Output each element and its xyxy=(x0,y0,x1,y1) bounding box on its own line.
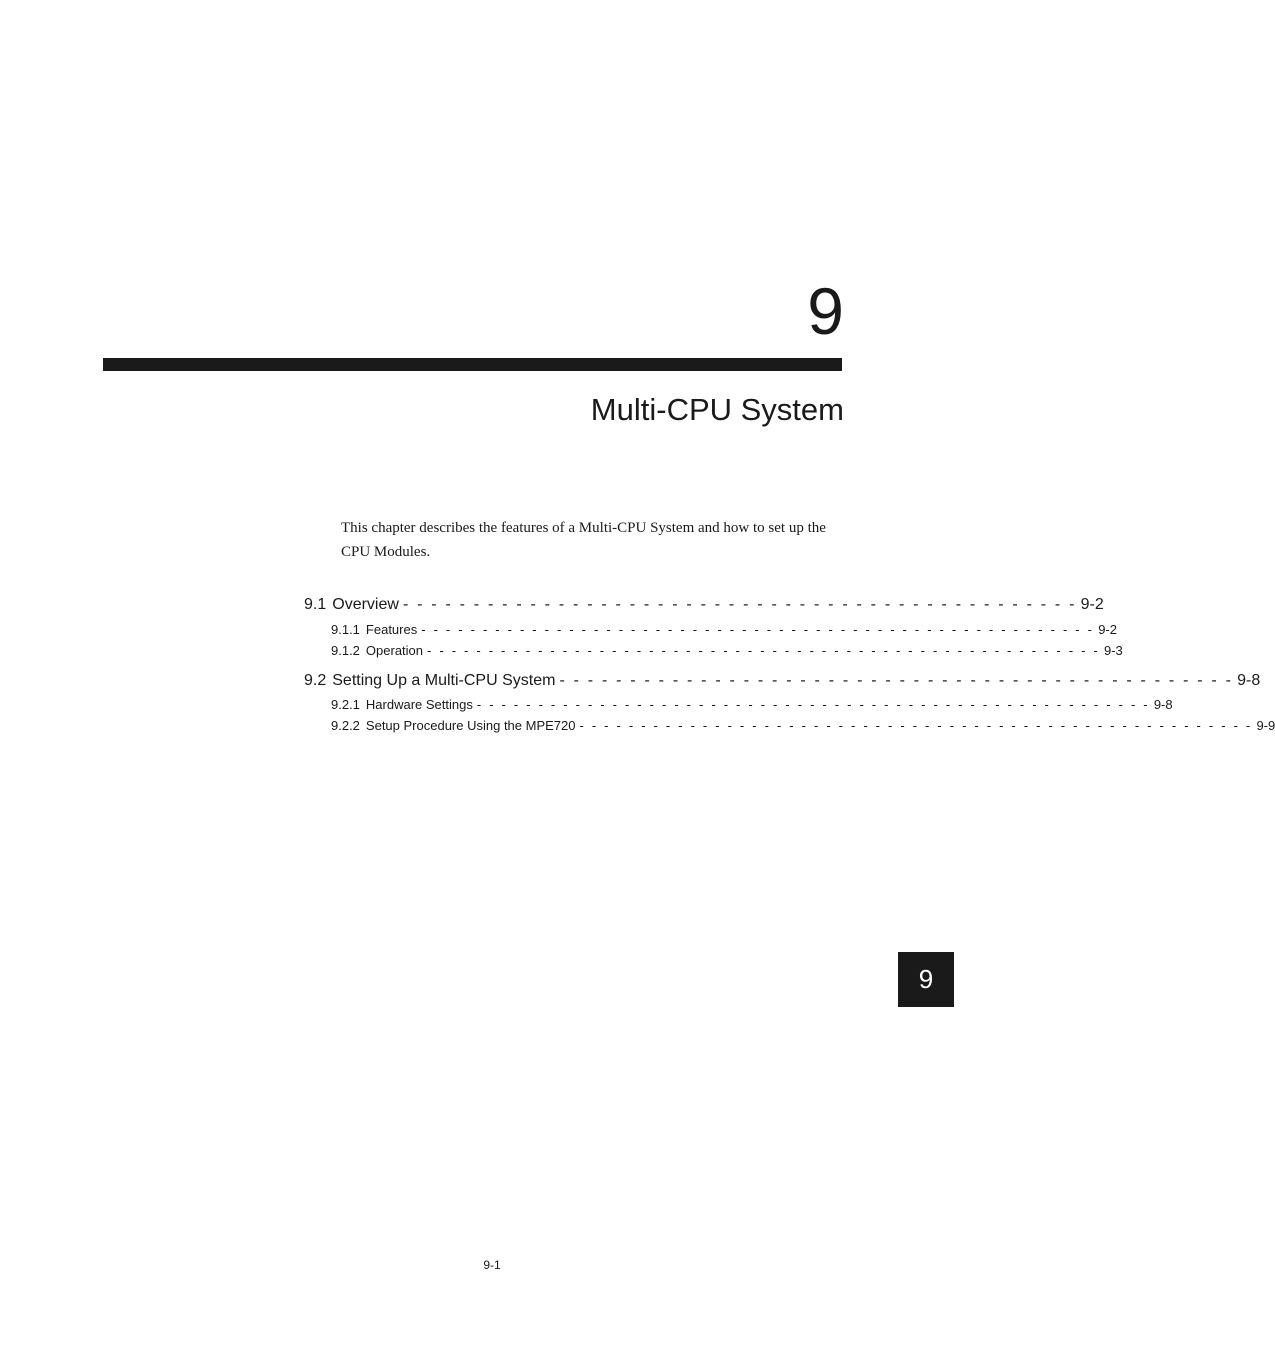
toc-label: Hardware Settings xyxy=(365,697,473,712)
chapter-rule xyxy=(103,358,842,371)
toc-page: 9-8 xyxy=(1237,672,1261,689)
toc-label: Overview xyxy=(332,596,399,613)
toc-page: 9-8 xyxy=(1153,697,1173,712)
toc-page: 9-9 xyxy=(1256,718,1275,733)
toc-page: 9-2 xyxy=(1080,596,1104,613)
toc-label: Setting Up a Multi-CPU System xyxy=(332,672,556,689)
toc-entry-9-1-2[interactable] xyxy=(331,642,1123,660)
chapter-number: 9 xyxy=(807,274,844,348)
page-number: 9-1 xyxy=(483,1258,501,1272)
toc-number: 9.2 xyxy=(304,672,327,689)
toc-entry-9-1[interactable] xyxy=(304,594,1104,616)
toc-leader: - - - - - - - - - - - - - - - - - - - - - - - - - - - - - - - - - - - - - - - - - - - - - - - - xyxy=(402,596,1077,613)
chapter-intro: This chapter describes the features of a Multi-CPU System and how to set up the CPU Modules. xyxy=(341,520,826,560)
toc-entry-9-1-1[interactable] xyxy=(331,621,1117,639)
toc-number: 9.2.1 xyxy=(331,697,360,712)
chapter-title: Multi-CPU System xyxy=(590,392,844,427)
toc-label: Setup Procedure Using the MPE720 xyxy=(365,718,576,733)
toc-leader: - - - - - - - - - - - - - - - - - - - - - - - - - - - - - - - - - - - - - - - - - - - - - - - - - - - - - - - xyxy=(427,643,1100,658)
toc-leader: - - - - - - - - - - - - - - - - - - - - - - - - - - - - - - - - - - - - - - - - - - - - - - - - - - - - - - - xyxy=(421,622,1095,637)
toc-number: 9.1.1 xyxy=(331,622,360,637)
toc-number: 9.1 xyxy=(304,596,327,613)
toc-number: 9.1.2 xyxy=(331,643,360,658)
toc-label: Features xyxy=(365,622,418,637)
toc-entry-9-2[interactable] xyxy=(304,670,1261,692)
toc-entry-9-2-2[interactable] xyxy=(331,717,1275,735)
toc-page: 9-3 xyxy=(1103,643,1123,658)
toc-leader: - - - - - - - - - - - - - - - - - - - - - - - - - - - - - - - - - - - - - - - - - - - - - - - - - - - - - - - xyxy=(579,718,1253,733)
toc-label: Operation xyxy=(365,643,424,658)
toc-leader: - - - - - - - - - - - - - - - - - - - - - - - - - - - - - - - - - - - - - - - - - - - - - - - - xyxy=(559,672,1234,689)
toc-page: 9-2 xyxy=(1098,622,1117,637)
chapter-side-tab: 9 xyxy=(898,952,954,1007)
toc-leader: - - - - - - - - - - - - - - - - - - - - - - - - - - - - - - - - - - - - - - - - - - - - - - - - - - - - - - - xyxy=(476,697,1150,712)
toc-number: 9.2.2 xyxy=(331,718,360,733)
toc-entry-9-2-1[interactable] xyxy=(331,696,1173,714)
